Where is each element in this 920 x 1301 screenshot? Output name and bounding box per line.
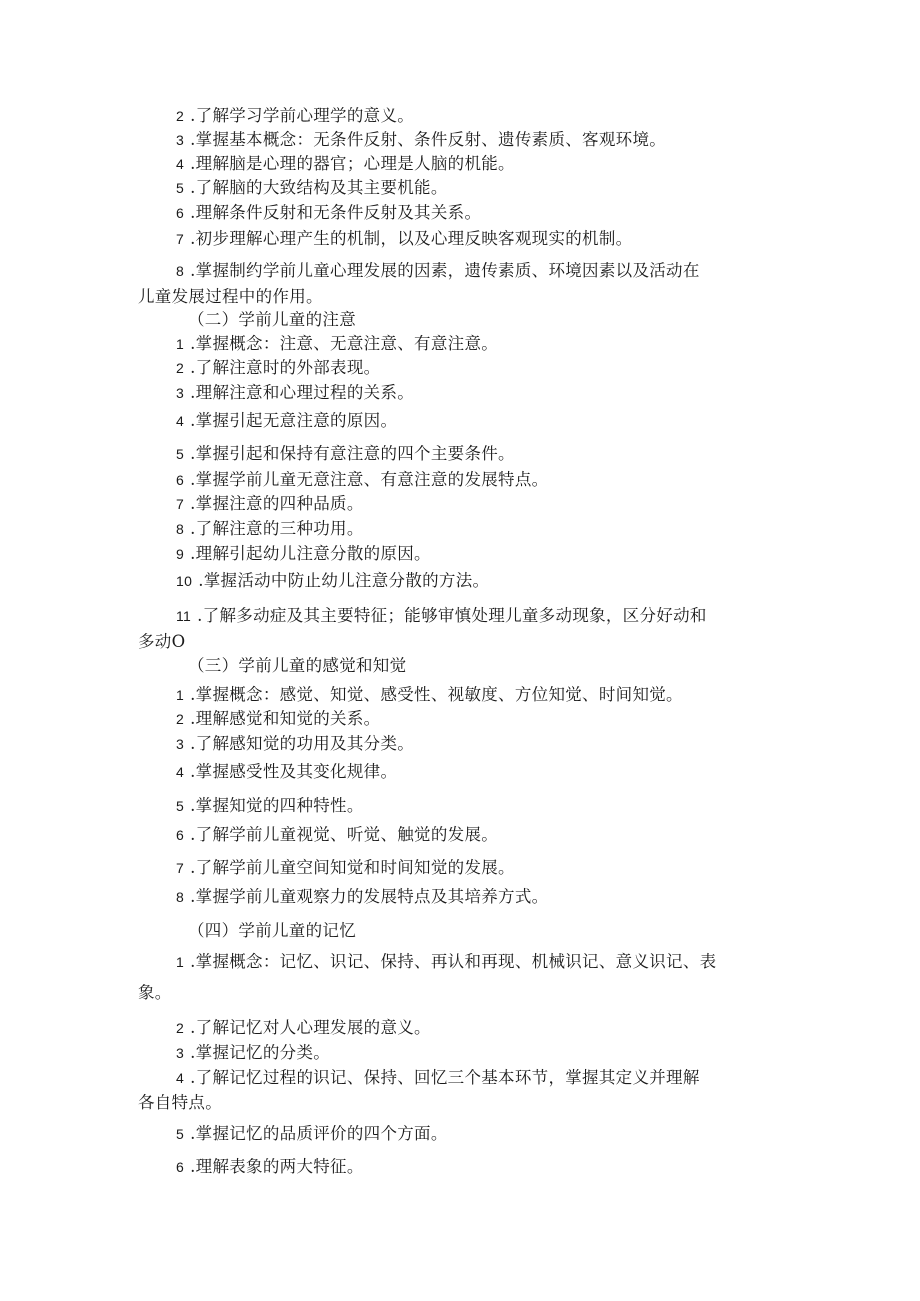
item-number: 8 <box>176 889 185 905</box>
list-item <box>176 357 380 379</box>
list-item <box>176 153 515 175</box>
list-item <box>176 333 498 355</box>
list-item <box>176 543 431 565</box>
item-number: 2 <box>176 711 185 727</box>
item-number: 4 <box>176 764 185 780</box>
item-text: .掌握注意的四种品质。 <box>190 494 364 513</box>
item-number: 10 <box>176 573 193 589</box>
item-number: 5 <box>176 798 185 814</box>
item-number: 5 <box>176 180 185 196</box>
item-number: 6 <box>176 1159 185 1175</box>
list-item <box>176 1067 700 1089</box>
list-item <box>176 410 397 432</box>
item-number: 7 <box>176 231 185 247</box>
item-number: 4 <box>176 156 185 172</box>
item-number: 2 <box>176 360 185 376</box>
list-item <box>176 795 364 817</box>
list-item <box>176 684 683 706</box>
item-text: .掌握引起和保持有意注意的四个主要条件。 <box>190 444 515 463</box>
list-item <box>176 733 414 755</box>
list-item <box>176 129 666 151</box>
list-item <box>176 1123 448 1145</box>
list-item <box>176 493 364 515</box>
item-number: 9 <box>176 546 185 562</box>
item-text: .掌握概念：感觉、知觉、感受性、视敏度、方位知觉、时间知觉。 <box>190 685 683 704</box>
list-item <box>176 761 397 783</box>
item-number: 1 <box>176 336 185 352</box>
item-number: 2 <box>176 108 185 124</box>
item-number: 3 <box>176 736 185 752</box>
list-item-continuation: 儿童发展过程中的作用。 <box>138 287 323 306</box>
list-item <box>176 708 380 730</box>
list-item <box>176 202 481 224</box>
item-text: .了解学习学前心理学的意义。 <box>190 106 415 125</box>
item-text: .了解注意时的外部表现。 <box>190 358 381 377</box>
item-text: .理解注意和心理过程的关系。 <box>190 383 415 402</box>
item-number: 4 <box>176 413 185 429</box>
item-text: .初步理解心理产生的机制，以及心理反映客观现实的机制。 <box>190 229 633 248</box>
item-text: .理解条件反射和无条件反射及其关系。 <box>190 203 482 222</box>
list-item <box>176 824 498 846</box>
item-number: 6 <box>176 205 185 221</box>
item-text: .了解感知觉的功用及其分类。 <box>190 734 415 753</box>
item-text: .掌握学前儿童观察力的发展特点及其培养方式。 <box>190 887 549 906</box>
list-item <box>176 570 489 592</box>
list-item-continuation: 象。 <box>138 983 172 1002</box>
item-text: .了解脑的大致结构及其主要机能。 <box>190 178 448 197</box>
list-item <box>176 443 515 465</box>
item-number: 1 <box>176 954 185 970</box>
item-number: 8 <box>176 263 185 279</box>
section-heading: （三）学前儿童的感觉和知觉 <box>188 656 407 675</box>
list-item <box>176 886 548 908</box>
item-number: 3 <box>176 385 185 401</box>
item-text: .掌握感受性及其变化规律。 <box>190 762 398 781</box>
list-item <box>176 382 414 404</box>
list-item <box>176 469 548 491</box>
list-item <box>176 1156 364 1178</box>
item-number: 11 <box>176 608 192 624</box>
list-item <box>176 951 716 973</box>
item-number: 4 <box>176 1070 185 1086</box>
item-number: 5 <box>176 1126 185 1142</box>
item-text: .掌握引起无意注意的原因。 <box>190 411 398 430</box>
item-text: .理解引起幼儿注意分散的原因。 <box>190 544 431 563</box>
item-number: 7 <box>176 860 185 876</box>
item-text: .了解多动症及其主要特征；能够审慎处理儿童多动现象，区分好动和 <box>197 606 707 625</box>
list-item-continuation: 各自特点。 <box>138 1093 222 1112</box>
item-text: .理解表象的两大特征。 <box>190 1157 364 1176</box>
item-text: .理解脑是心理的器官；心理是人脑的机能。 <box>190 154 515 173</box>
item-text: .掌握学前儿童无意注意、有意注意的发展特点。 <box>190 470 549 489</box>
section-heading: （二）学前儿童的注意 <box>188 310 356 329</box>
item-text: .掌握概念：记忆、识记、保持、再认和再现、机械识记、意义识记、表 <box>190 952 717 971</box>
item-text: .掌握基本概念：无条件反射、条件反射、遗传素质、客观环境。 <box>190 130 667 149</box>
item-text: .了解注意的三种功用。 <box>190 519 364 538</box>
list-item <box>176 518 364 540</box>
list-item <box>176 228 632 250</box>
item-number: 2 <box>176 1020 185 1036</box>
item-number: 1 <box>176 687 185 703</box>
item-text: .理解感觉和知觉的关系。 <box>190 709 381 728</box>
item-text: .掌握知觉的四种特性。 <box>190 796 364 815</box>
list-item <box>176 105 414 127</box>
item-number: 6 <box>176 472 185 488</box>
item-text: .了解记忆过程的识记、保持、回忆三个基本环节，掌握其定义并理解 <box>190 1068 700 1087</box>
item-text: .了解学前儿童空间知觉和时间知觉的发展。 <box>190 858 515 877</box>
item-text: .了解学前儿童视觉、听觉、触觉的发展。 <box>190 825 499 844</box>
list-item <box>176 605 707 627</box>
item-number: 6 <box>176 827 185 843</box>
item-number: 3 <box>176 132 185 148</box>
item-number: 5 <box>176 446 185 462</box>
list-item <box>176 177 448 199</box>
item-text: .掌握概念：注意、无意注意、有意注意。 <box>190 334 499 353</box>
item-number: 3 <box>176 1045 185 1061</box>
list-item-continuation: 多动O <box>138 632 186 651</box>
item-number: 8 <box>176 521 185 537</box>
item-text: .了解记忆对人心理发展的意义。 <box>190 1018 431 1037</box>
item-text: .掌握制约学前儿童心理发展的因素，遗传素质、环境因素以及活动在 <box>190 261 700 280</box>
item-text: .掌握记忆的品质评价的四个方面。 <box>190 1124 448 1143</box>
list-item <box>176 1042 330 1064</box>
item-text: .掌握活动中防止幼儿注意分散的方法。 <box>198 571 490 590</box>
section-heading: （四）学前儿童的记忆 <box>188 921 356 940</box>
list-item <box>176 1017 431 1039</box>
list-item <box>176 260 700 282</box>
item-text: .掌握记忆的分类。 <box>190 1043 331 1062</box>
item-number: 7 <box>176 496 185 512</box>
list-item <box>176 857 515 879</box>
